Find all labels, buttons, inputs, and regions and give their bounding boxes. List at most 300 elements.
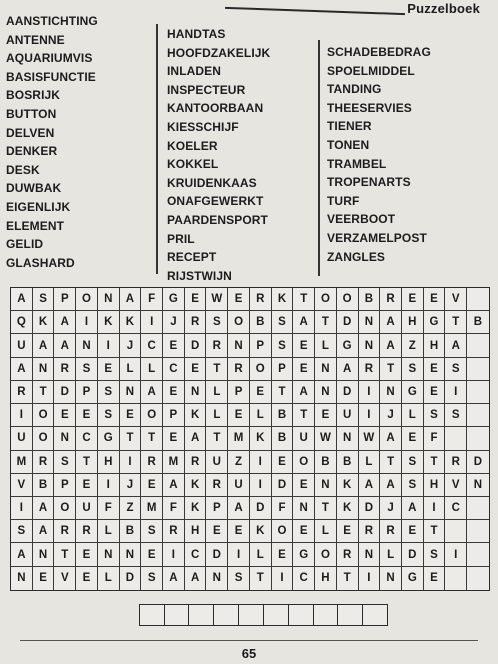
- grid-cell: [445, 520, 467, 543]
- grid-cell: S: [402, 358, 424, 381]
- grid-cell: G: [163, 288, 185, 311]
- grid-cell: S: [98, 404, 120, 427]
- grid-cell: D: [337, 311, 359, 334]
- grid-cell: E: [76, 543, 98, 566]
- grid-cell: I: [445, 381, 467, 404]
- grid-cell: R: [380, 288, 402, 311]
- grid-cell: [467, 497, 489, 520]
- grid-cell: K: [98, 311, 120, 334]
- grid-cell: E: [293, 358, 315, 381]
- grid-cell: E: [402, 427, 424, 450]
- grid-cell: K: [33, 311, 55, 334]
- grid-cell: K: [120, 311, 142, 334]
- grid-cell: E: [98, 358, 120, 381]
- word-list-item: PAARDENSPORT: [167, 212, 268, 227]
- grid-cell: W: [359, 427, 381, 450]
- grid-cell: H: [98, 451, 120, 474]
- grid-cell: R: [206, 334, 228, 357]
- grid-cell: E: [185, 288, 207, 311]
- grid-cell: N: [33, 358, 55, 381]
- grid-cell: E: [337, 520, 359, 543]
- word-list-item: BASISFUNCTIE: [6, 69, 96, 84]
- grid-cell: J: [120, 474, 142, 497]
- grid-cell: I: [98, 474, 120, 497]
- grid-cell: R: [445, 451, 467, 474]
- grid-cell: E: [315, 404, 337, 427]
- grid-cell: T: [272, 381, 294, 404]
- grid-cell: O: [54, 497, 76, 520]
- grid-cell: M: [228, 427, 250, 450]
- grid-cell: R: [359, 358, 381, 381]
- grid-cell: A: [11, 358, 33, 381]
- grid-cell: D: [250, 497, 272, 520]
- grid-cell: O: [315, 543, 337, 566]
- grid-cell: I: [163, 543, 185, 566]
- answer-boxes: [140, 604, 388, 626]
- grid-cell: I: [250, 451, 272, 474]
- grid-cell: S: [402, 474, 424, 497]
- grid-cell: T: [293, 404, 315, 427]
- grid-cell: R: [11, 381, 33, 404]
- grid-cell: C: [163, 358, 185, 381]
- grid-cell: C: [141, 334, 163, 357]
- word-list-item: ONAFGEWERKT: [167, 194, 264, 209]
- grid-cell: T: [380, 451, 402, 474]
- grid-cell: N: [315, 358, 337, 381]
- grid-cell: U: [206, 451, 228, 474]
- grid-cell: S: [424, 404, 446, 427]
- grid-cell: T: [54, 543, 76, 566]
- grid-cell: L: [98, 520, 120, 543]
- grid-cell: L: [206, 381, 228, 404]
- grid-cell: W: [206, 288, 228, 311]
- grid-cell: U: [76, 497, 98, 520]
- grid-cell: P: [54, 474, 76, 497]
- grid-cell: D: [402, 543, 424, 566]
- grid-cell: R: [206, 474, 228, 497]
- grid-cell: A: [445, 334, 467, 357]
- grid-cell: L: [141, 358, 163, 381]
- answer-box[interactable]: [213, 604, 239, 626]
- grid-cell: K: [337, 497, 359, 520]
- grid-cell: N: [228, 334, 250, 357]
- grid-cell: O: [272, 520, 294, 543]
- grid-cell: E: [228, 520, 250, 543]
- grid-cell: S: [33, 288, 55, 311]
- grid-cell: K: [185, 474, 207, 497]
- grid-cell: T: [315, 497, 337, 520]
- grid-cell: R: [337, 543, 359, 566]
- grid-cell: [467, 404, 489, 427]
- grid-cell: E: [293, 474, 315, 497]
- grid-cell: Z: [228, 451, 250, 474]
- grid-cell: E: [402, 288, 424, 311]
- grid-cell: [467, 567, 489, 590]
- grid-cell: A: [33, 497, 55, 520]
- grid-cell: D: [206, 543, 228, 566]
- grid-cell: N: [293, 497, 315, 520]
- grid-cell: R: [380, 520, 402, 543]
- grid-cell: B: [359, 288, 381, 311]
- grid-cell: U: [11, 334, 33, 357]
- grid-cell: O: [337, 288, 359, 311]
- word-list-item: EIGENLIJK: [6, 199, 71, 214]
- grid-cell: U: [11, 427, 33, 450]
- grid-cell: B: [467, 311, 489, 334]
- grid-cell: K: [272, 288, 294, 311]
- grid-cell: V: [54, 567, 76, 590]
- grid-cell: A: [380, 311, 402, 334]
- grid-cell: O: [315, 288, 337, 311]
- grid-cell: R: [54, 520, 76, 543]
- grid-cell: D: [272, 474, 294, 497]
- word-list-item: DELVEN: [6, 125, 55, 140]
- grid-cell: K: [185, 497, 207, 520]
- grid-cell: E: [163, 427, 185, 450]
- grid-cell: L: [206, 404, 228, 427]
- grid-cell: H: [424, 334, 446, 357]
- word-list-item: TANDING: [327, 82, 382, 97]
- answer-box[interactable]: [238, 604, 264, 626]
- grid-cell: A: [185, 567, 207, 590]
- grid-cell: U: [228, 474, 250, 497]
- answer-box[interactable]: [263, 604, 289, 626]
- grid-cell: U: [293, 427, 315, 450]
- grid-cell: S: [98, 381, 120, 404]
- grid-cell: T: [76, 451, 98, 474]
- grid-cell: E: [120, 404, 142, 427]
- column-divider: [156, 24, 158, 274]
- grid-cell: E: [424, 381, 446, 404]
- grid-cell: S: [141, 567, 163, 590]
- word-list-item: KRUIDENKAAS: [167, 175, 257, 190]
- word-list-item: PRIL: [167, 231, 195, 246]
- grid-cell: W: [315, 427, 337, 450]
- grid-cell: R: [250, 288, 272, 311]
- grid-cell: K: [185, 404, 207, 427]
- grid-cell: L: [359, 451, 381, 474]
- grid-cell: E: [76, 567, 98, 590]
- grid-cell: C: [445, 497, 467, 520]
- grid-cell: O: [141, 404, 163, 427]
- grid-cell: S: [402, 451, 424, 474]
- grid-cell: E: [228, 404, 250, 427]
- word-list-item: DESK: [6, 162, 40, 177]
- book-title: Puzzelboek: [407, 1, 480, 16]
- grid-cell: A: [380, 334, 402, 357]
- grid-cell: I: [359, 567, 381, 590]
- grid-cell: A: [293, 381, 315, 404]
- word-list-item: INSPECTEUR: [167, 82, 246, 97]
- grid-cell: C: [185, 543, 207, 566]
- grid-cell: R: [359, 520, 381, 543]
- grid-cell: T: [33, 381, 55, 404]
- grid-cell: G: [402, 567, 424, 590]
- grid-cell: A: [359, 474, 381, 497]
- grid-cell: A: [33, 334, 55, 357]
- grid-cell: E: [33, 567, 55, 590]
- grid-cell: F: [424, 427, 446, 450]
- answer-box[interactable]: [313, 604, 339, 626]
- footer-rule: [20, 640, 478, 641]
- grid-cell: [467, 427, 489, 450]
- answer-box[interactable]: [337, 604, 363, 626]
- word-list-item: BUTTON: [6, 106, 57, 121]
- grid-cell: S: [272, 334, 294, 357]
- word-list-item: TRAMBEL: [327, 156, 387, 171]
- grid-cell: B: [272, 427, 294, 450]
- grid-cell: I: [250, 474, 272, 497]
- grid-cell: N: [380, 381, 402, 404]
- grid-cell: D: [467, 451, 489, 474]
- word-list-item: RIJSTWIJN: [167, 268, 232, 283]
- grid-cell: S: [11, 520, 33, 543]
- grid-cell: E: [250, 381, 272, 404]
- grid-cell: I: [272, 567, 294, 590]
- answer-box[interactable]: [188, 604, 214, 626]
- grid-cell: R: [54, 358, 76, 381]
- grid-cell: A: [11, 543, 33, 566]
- word-list-item: DENKER: [6, 144, 58, 159]
- grid-cell: N: [467, 474, 489, 497]
- grid-cell: E: [228, 288, 250, 311]
- grid-cell: G: [402, 381, 424, 404]
- grid-cell: L: [98, 567, 120, 590]
- grid-cell: N: [54, 427, 76, 450]
- grid-cell: S: [76, 358, 98, 381]
- grid-cell: N: [315, 381, 337, 404]
- grid-cell: L: [120, 358, 142, 381]
- grid-cell: [467, 288, 489, 311]
- grid-cell: A: [380, 474, 402, 497]
- grid-cell: G: [424, 311, 446, 334]
- word-list-item: KANTOORBAAN: [167, 101, 264, 116]
- grid-cell: T: [424, 451, 446, 474]
- grid-cell: O: [250, 358, 272, 381]
- header-rule: [225, 7, 405, 15]
- word-list-item: GELID: [6, 237, 44, 252]
- grid-cell: L: [250, 404, 272, 427]
- grid-cell: T: [206, 358, 228, 381]
- answer-box[interactable]: [139, 604, 165, 626]
- word-list-item: DUWBAK: [6, 181, 62, 196]
- grid-cell: I: [445, 543, 467, 566]
- word-list-item: HOOFDZAKELIJK: [167, 45, 271, 60]
- grid-cell: A: [293, 311, 315, 334]
- grid-cell: E: [54, 404, 76, 427]
- grid-cell: U: [337, 404, 359, 427]
- grid-cell: J: [380, 404, 402, 427]
- grid-cell: I: [98, 334, 120, 357]
- grid-cell: L: [250, 543, 272, 566]
- grid-cell: P: [250, 334, 272, 357]
- grid-cell: [445, 427, 467, 450]
- grid-cell: R: [228, 358, 250, 381]
- grid-cell: E: [424, 358, 446, 381]
- grid-cell: N: [206, 567, 228, 590]
- grid-cell: B: [33, 474, 55, 497]
- grid-cell: O: [228, 311, 250, 334]
- grid-cell: I: [11, 404, 33, 427]
- grid-cell: A: [402, 497, 424, 520]
- word-list-item: TROPENARTS: [327, 175, 411, 190]
- grid-cell: S: [141, 520, 163, 543]
- grid-cell: T: [445, 311, 467, 334]
- grid-cell: M: [141, 497, 163, 520]
- grid-cell: A: [380, 427, 402, 450]
- grid-cell: E: [185, 358, 207, 381]
- grid-cell: I: [424, 497, 446, 520]
- word-list-item: AQUARIUMVIS: [6, 51, 93, 66]
- grid-cell: A: [163, 567, 185, 590]
- grid-cell: H: [424, 474, 446, 497]
- grid-cell: S: [272, 311, 294, 334]
- word-search-grid: [10, 287, 490, 591]
- grid-cell: E: [402, 520, 424, 543]
- grid-cell: E: [272, 543, 294, 566]
- word-list-item: TIENER: [327, 119, 372, 134]
- grid-cell: A: [228, 497, 250, 520]
- word-list-item: SCHADEBEDRAG: [327, 45, 431, 59]
- grid-cell: F: [163, 497, 185, 520]
- grid-cell: [467, 358, 489, 381]
- grid-cell: T: [315, 311, 337, 334]
- grid-cell: T: [380, 358, 402, 381]
- grid-cell: H: [185, 520, 207, 543]
- grid-cell: T: [120, 427, 142, 450]
- grid-cell: C: [293, 567, 315, 590]
- grid-cell: S: [445, 358, 467, 381]
- grid-cell: B: [120, 520, 142, 543]
- word-list-item: TURF: [327, 193, 360, 208]
- grid-cell: [467, 381, 489, 404]
- grid-cell: [467, 520, 489, 543]
- grid-cell: O: [33, 427, 55, 450]
- grid-cell: E: [76, 474, 98, 497]
- word-list-item: BOSRIJK: [6, 88, 61, 103]
- grid-cell: L: [315, 520, 337, 543]
- grid-cell: A: [141, 381, 163, 404]
- word-list-item: RECEPT: [167, 250, 217, 265]
- grid-cell: E: [293, 520, 315, 543]
- grid-cell: F: [141, 288, 163, 311]
- grid-cell: T: [141, 427, 163, 450]
- grid-cell: A: [185, 427, 207, 450]
- grid-cell: Q: [11, 311, 33, 334]
- grid-cell: Z: [120, 497, 142, 520]
- grid-cell: E: [163, 381, 185, 404]
- grid-cell: I: [120, 451, 142, 474]
- grid-cell: B: [337, 451, 359, 474]
- grid-cell: I: [141, 311, 163, 334]
- grid-cell: B: [250, 311, 272, 334]
- answer-box[interactable]: [362, 604, 388, 626]
- grid-cell: T: [206, 427, 228, 450]
- grid-cell: G: [98, 427, 120, 450]
- word-list-column-2: [167, 25, 270, 285]
- grid-cell: E: [424, 567, 446, 590]
- grid-cell: E: [206, 520, 228, 543]
- grid-cell: M: [11, 451, 33, 474]
- grid-cell: A: [54, 334, 76, 357]
- grid-cell: H: [315, 567, 337, 590]
- grid-cell: L: [402, 404, 424, 427]
- word-list-column-1: [6, 12, 98, 272]
- grid-cell: S: [54, 451, 76, 474]
- word-list-item: VEERBOOT: [327, 212, 396, 227]
- grid-cell: N: [120, 543, 142, 566]
- grid-cell: N: [98, 543, 120, 566]
- grid-cell: S: [424, 543, 446, 566]
- answer-box[interactable]: [288, 604, 314, 626]
- word-list-item: VERZAMELPOST: [327, 230, 427, 245]
- grid-cell: F: [98, 497, 120, 520]
- grid-cell: N: [359, 543, 381, 566]
- grid-cell: N: [76, 334, 98, 357]
- grid-cell: G: [337, 334, 359, 357]
- grid-cell: D: [185, 334, 207, 357]
- grid-cell: N: [11, 567, 33, 590]
- grid-cell: J: [380, 497, 402, 520]
- grid-cell: A: [11, 288, 33, 311]
- grid-cell: D: [120, 567, 142, 590]
- word-list-item: ANTENNE: [6, 32, 65, 47]
- grid-cell: D: [54, 381, 76, 404]
- grid-cell: P: [206, 497, 228, 520]
- grid-cell: N: [337, 427, 359, 450]
- grid-cell: L: [380, 543, 402, 566]
- grid-cell: R: [163, 520, 185, 543]
- grid-cell: O: [76, 288, 98, 311]
- word-list-column-3: [327, 43, 431, 266]
- grid-cell: R: [185, 311, 207, 334]
- grid-cell: S: [228, 567, 250, 590]
- grid-cell: I: [11, 497, 33, 520]
- grid-cell: A: [33, 520, 55, 543]
- grid-cell: K: [337, 474, 359, 497]
- grid-cell: P: [163, 404, 185, 427]
- grid-cell: C: [76, 427, 98, 450]
- grid-cell: N: [98, 288, 120, 311]
- page-number: 65: [241, 646, 257, 661]
- grid-cell: V: [11, 474, 33, 497]
- grid-cell: T: [424, 520, 446, 543]
- grid-cell: A: [163, 474, 185, 497]
- grid-cell: V: [445, 288, 467, 311]
- grid-cell: T: [337, 567, 359, 590]
- grid-cell: A: [120, 288, 142, 311]
- grid-cell: J: [163, 311, 185, 334]
- grid-cell: M: [163, 451, 185, 474]
- grid-cell: I: [76, 311, 98, 334]
- word-list-item: SPOELMIDDEL: [327, 63, 415, 78]
- word-list-item: HANDTAS: [167, 27, 226, 41]
- grid-cell: E: [141, 543, 163, 566]
- grid-cell: E: [293, 334, 315, 357]
- grid-cell: P: [228, 381, 250, 404]
- grid-cell: S: [445, 404, 467, 427]
- grid-cell: L: [315, 334, 337, 357]
- grid-cell: N: [359, 311, 381, 334]
- grid-cell: T: [293, 288, 315, 311]
- grid-cell: I: [228, 543, 250, 566]
- grid-cell: A: [54, 311, 76, 334]
- grid-cell: B: [315, 451, 337, 474]
- answer-box[interactable]: [164, 604, 190, 626]
- grid-cell: I: [359, 404, 381, 427]
- grid-cell: [467, 334, 489, 357]
- word-list-item: AANSTICHTING: [6, 14, 98, 28]
